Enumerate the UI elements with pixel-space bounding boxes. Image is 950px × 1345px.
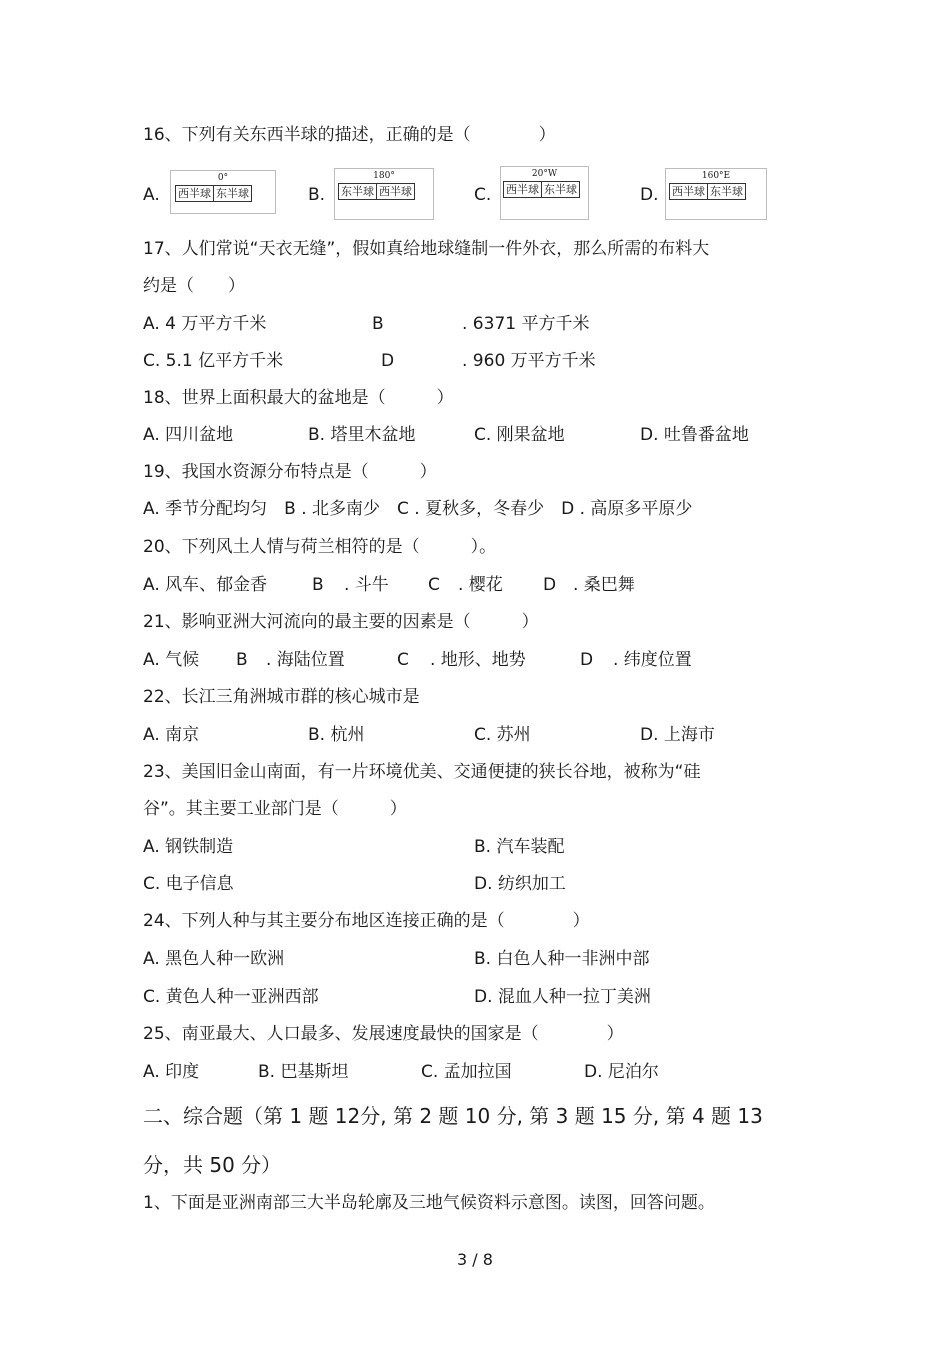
section2-q1-stem: 1、下面是亚洲南部三大半岛轮廓及三地气候资料示意图。读图，回答问题。: [143, 1193, 715, 1213]
q20-option-a: A. 风车、郁金香: [143, 575, 268, 595]
q18-option-b: B. 塔里木盆地: [308, 425, 416, 445]
q16-a-left-hemisphere: 西半球: [178, 187, 211, 200]
q21-option-d: . 纬度位置: [613, 650, 692, 670]
q20-option-b: . 斗牛: [344, 575, 389, 595]
q22-option-a: A. 南京: [143, 725, 200, 745]
q18-option-c: C. 刚果盆地: [474, 425, 565, 445]
section2-title-line1: 二、综合题（第 1 题 12分, 第 2 题 10 分, 第 3 题 15 分, 第 4 题 13: [143, 1104, 763, 1128]
q16-option-d-figure: [665, 168, 767, 220]
q21-option-b: . 海陆位置: [266, 650, 345, 670]
q17-option-d-letter: D: [381, 351, 395, 371]
q23-stem-line2: 谷”。其主要工业部门是（ ）: [143, 799, 407, 819]
q17-option-c: C. 5.1 亿平方千米: [143, 351, 284, 371]
q18-option-d: D. 吐鲁番盆地: [640, 425, 749, 445]
q21-option-b-letter: B: [236, 650, 248, 670]
q17-option-a: A. 4 万平方千米: [143, 314, 267, 334]
q16-option-c-figure: [500, 166, 589, 220]
q21-option-c-letter: C: [397, 650, 409, 670]
q24-option-a: A. 黑色人种一欧洲: [143, 949, 285, 969]
q19-stem: 19、我国水资源分布特点是（ ）: [143, 462, 437, 482]
q22-option-c: C. 苏州: [474, 725, 531, 745]
q16-option-c-letter: C.: [474, 185, 492, 205]
q16-d-left-hemisphere: 西半球: [672, 185, 705, 198]
q25-option-d: D. 尼泊尔: [584, 1062, 659, 1082]
section2-title-line2: 分，共 50 分）: [143, 1153, 282, 1177]
q16-c-left-hemisphere: 西半球: [506, 183, 539, 196]
q25-stem: 25、南亚最大、人口最多、发展速度最快的国家是（ ）: [143, 1024, 624, 1044]
q24-option-b: B. 白色人种一非洲中部: [474, 949, 650, 969]
q24-option-c: C. 黄色人种一亚洲西部: [143, 987, 319, 1007]
q23-option-a: A. 钢铁制造: [143, 837, 234, 857]
q21-stem: 21、影响亚洲大河流向的最主要的因素是（ ）: [143, 612, 539, 632]
q25-option-b: B. 巴基斯坦: [258, 1062, 349, 1082]
q16-c-meridian-label: 20°W: [531, 169, 558, 179]
q23-stem-line1: 23、美国旧金山南面，有一片环境优美、交通便捷的狭长谷地，被称为“硅: [143, 762, 701, 782]
q20-option-b-letter: B: [312, 575, 324, 595]
q16-a-meridian-label: 0°: [217, 173, 229, 183]
q16-b-left-hemisphere: 东半球: [341, 185, 374, 198]
q19-options: A. 季节分配均匀 B . 北多南少 C . 夏秋多，冬春少 D . 高原多平原少: [143, 499, 693, 519]
q24-option-d: D. 混血人种一拉丁美洲: [474, 987, 651, 1007]
q20-option-d: . 桑巴舞: [573, 575, 635, 595]
q23-option-d: D. 纺织加工: [474, 874, 566, 894]
q25-option-c: C. 孟加拉国: [421, 1062, 512, 1082]
q16-stem: 16、下列有关东西半球的描述，正确的是（ ）: [143, 125, 556, 145]
q16-b-meridian-label: 180°: [373, 171, 395, 181]
page-number: 3 / 8: [457, 1250, 493, 1269]
q17-option-b: . 6371 平方千米: [462, 314, 590, 334]
q22-stem: 22、长江三角洲城市群的核心城市是: [143, 687, 420, 707]
q16-d-right-hemisphere: 东半球: [707, 184, 745, 199]
q23-option-b: B. 汽车装配: [474, 837, 565, 857]
q21-option-d-letter: D: [580, 650, 594, 670]
q16-option-a-figure: [170, 170, 276, 214]
q20-option-d-letter: D: [543, 575, 557, 595]
q17-stem-line2: 约是（ ）: [143, 276, 245, 296]
q20-option-c: . 樱花: [458, 575, 503, 595]
q16-a-right-hemisphere: 东半球: [213, 186, 251, 201]
q22-option-d: D. 上海市: [640, 725, 715, 745]
q16-c-right-hemisphere: 东半球: [541, 182, 579, 197]
q16-b-right-hemisphere: 西半球: [376, 184, 414, 199]
q20-option-c-letter: C: [428, 575, 440, 595]
q24-stem: 24、下列人种与其主要分布地区连接正确的是（ ）: [143, 911, 590, 931]
q25-option-a: A. 印度: [143, 1062, 200, 1082]
q16-option-a-letter: A.: [143, 185, 160, 205]
q21-option-c: . 地形、地势: [430, 650, 526, 670]
q16-option-d-letter: D.: [640, 185, 659, 205]
q16-option-b-letter: B.: [308, 185, 326, 205]
q18-stem: 18、世界上面积最大的盆地是（ ）: [143, 388, 454, 408]
q22-option-b: B. 杭州: [308, 725, 365, 745]
q21-option-a: A. 气候: [143, 650, 200, 670]
q17-option-d: . 960 万平方千米: [462, 351, 596, 371]
q16-option-b-figure: [334, 168, 434, 220]
q17-option-b-letter: B: [372, 314, 384, 334]
q23-option-c: C. 电子信息: [143, 874, 234, 894]
q16-d-meridian-label: 160°E: [701, 171, 731, 181]
q17-stem-line1: 17、人们常说“天衣无缝”，假如真给地球缝制一件外衣，那么所需的布料大: [143, 239, 710, 259]
q18-option-a: A. 四川盆地: [143, 425, 234, 445]
q20-stem: 20、下列风土人情与荷兰相符的是（ ）。: [143, 537, 497, 557]
